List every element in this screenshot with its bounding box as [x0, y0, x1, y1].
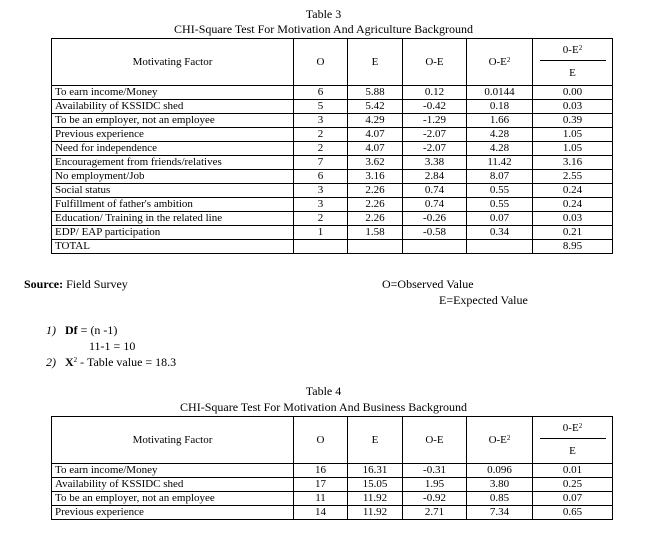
cell-o: 11	[294, 492, 348, 506]
cell-ratio: 0.65	[533, 506, 613, 520]
cell-e: 11.92	[348, 492, 403, 506]
cell-o-minus-e: 0.74	[403, 184, 467, 198]
cell-o-minus-e-squared: 0.85	[467, 492, 533, 506]
cell-o	[294, 240, 348, 254]
cell-factor: Encouragement from friends/relatives	[52, 156, 294, 170]
cell-o: 3	[294, 184, 348, 198]
table4-header-row	[52, 417, 613, 464]
header-e: E	[348, 417, 403, 464]
cell-o-minus-e: -0.42	[403, 100, 467, 114]
table-row	[52, 506, 613, 520]
cell-ratio: 8.95	[533, 240, 613, 254]
cell-factor: To be an employer, not an employee	[52, 492, 294, 506]
source-label: Source: Field Survey	[24, 277, 128, 291]
cell-o-minus-e-squared: 0.07	[467, 212, 533, 226]
cell-ratio: 1.05	[533, 128, 613, 142]
cell-ratio: 0.07	[533, 492, 613, 506]
table-row	[52, 226, 613, 240]
cell-o: 5	[294, 100, 348, 114]
table3-title: CHI-Square Test For Motivation And Agriculture Background	[174, 22, 473, 36]
cell-o-minus-e: 3.38	[403, 156, 467, 170]
cell-o-minus-e-squared: 0.55	[467, 184, 533, 198]
cell-e: 11.92	[348, 506, 403, 520]
table-row	[52, 100, 613, 114]
table-row	[52, 184, 613, 198]
table4-title: CHI-Square Test For Motivation And Business Background	[180, 400, 467, 414]
cell-factor: Education/ Training in the related line	[52, 212, 294, 226]
cell-o-minus-e-squared: 1.66	[467, 114, 533, 128]
cell-o-minus-e: -2.07	[403, 128, 467, 142]
table3-header-row	[52, 39, 613, 86]
cell-factor: Fulfillment of father's ambition	[52, 198, 294, 212]
table3	[51, 38, 613, 254]
header-o-minus-e-squared: $O-E^2$	[467, 39, 533, 86]
cell-o-minus-e-squared: 8.07	[467, 170, 533, 184]
cell-e: 2.26	[348, 198, 403, 212]
cell-o-minus-e: 2.71	[403, 506, 467, 520]
cell-factor: Availability of KSSIDC shed	[52, 478, 294, 492]
cell-e: 4.29	[348, 114, 403, 128]
cell-factor: EDP/ EAP participation	[52, 226, 294, 240]
cell-o-minus-e: -2.07	[403, 142, 467, 156]
cell-ratio: 0.21	[533, 226, 613, 240]
cell-o-minus-e-squared: 11.42	[467, 156, 533, 170]
cell-ratio: 2.55	[533, 170, 613, 184]
header-factor: Motivating Factor	[52, 417, 294, 464]
cell-factor: Need for independence	[52, 142, 294, 156]
cell-o-minus-e: 0.12	[403, 86, 467, 100]
table-row	[52, 478, 613, 492]
header-e: E	[348, 39, 403, 86]
cell-ratio: 0.39	[533, 114, 613, 128]
cell-o-minus-e: -0.58	[403, 226, 467, 240]
table4-label: Table 4	[305, 384, 342, 398]
cell-o: 6	[294, 170, 348, 184]
table3-label: Table 3	[305, 7, 342, 21]
cell-o-minus-e-squared: 3.80	[467, 478, 533, 492]
note-1: 1) Df = (n -1)	[46, 323, 118, 337]
cell-ratio: 3.16	[533, 156, 613, 170]
cell-e: 1.58	[348, 226, 403, 240]
header-ratio: $0-E^2$ E	[533, 39, 613, 86]
cell-ratio: 1.05	[533, 142, 613, 156]
table-row	[52, 198, 613, 212]
table-row	[52, 156, 613, 170]
cell-ratio: 0.00	[533, 86, 613, 100]
cell-ratio: 0.03	[533, 212, 613, 226]
cell-factor: To earn income/Money	[52, 86, 294, 100]
cell-o: 2	[294, 142, 348, 156]
cell-e: 5.42	[348, 100, 403, 114]
cell-factor: Previous experience	[52, 506, 294, 520]
header-o-minus-e: O-E	[403, 39, 467, 86]
table-row	[52, 86, 613, 100]
cell-o: 16	[294, 464, 348, 478]
table-row	[52, 114, 613, 128]
table-row	[52, 128, 613, 142]
header-o-minus-e: O-E	[403, 417, 467, 464]
cell-e: 5.88	[348, 86, 403, 100]
cell-o-minus-e-squared: 0.55	[467, 198, 533, 212]
cell-e: 3.62	[348, 156, 403, 170]
note-1-calc: 11-1 = 10	[89, 339, 136, 353]
cell-e	[348, 240, 403, 254]
cell-o-minus-e: -0.31	[403, 464, 467, 478]
table4	[51, 416, 613, 520]
cell-e: 15.05	[348, 478, 403, 492]
cell-factor: Availability of KSSIDC shed	[52, 100, 294, 114]
cell-o: 7	[294, 156, 348, 170]
expected-legend: E=Expected Value	[439, 293, 528, 307]
cell-o-minus-e: -0.26	[403, 212, 467, 226]
cell-ratio: 0.25	[533, 478, 613, 492]
cell-factor: Social status	[52, 184, 294, 198]
header-o: O	[294, 39, 348, 86]
cell-factor: To earn income/Money	[52, 464, 294, 478]
table-row	[52, 170, 613, 184]
cell-factor: To be an employer, not an employee	[52, 114, 294, 128]
header-o-minus-e-squared: $O-E^2$	[467, 417, 533, 464]
cell-factor: TOTAL	[52, 240, 294, 254]
cell-o-minus-e-squared: 4.28	[467, 142, 533, 156]
cell-o-minus-e: 1.95	[403, 478, 467, 492]
table-row	[52, 492, 613, 506]
cell-o-minus-e: -0.92	[403, 492, 467, 506]
table-row	[52, 464, 613, 478]
cell-o-minus-e-squared: 0.18	[467, 100, 533, 114]
cell-e: 4.07	[348, 142, 403, 156]
cell-o-minus-e-squared: 7.34	[467, 506, 533, 520]
cell-o-minus-e-squared: 0.34	[467, 226, 533, 240]
cell-e: 2.26	[348, 212, 403, 226]
header-ratio: $0-E^2$ E	[533, 417, 613, 464]
cell-o: 2	[294, 212, 348, 226]
cell-factor: No employment/Job	[52, 170, 294, 184]
cell-o: 2	[294, 128, 348, 142]
header-o: O	[294, 417, 348, 464]
cell-o: 3	[294, 198, 348, 212]
cell-o: 3	[294, 114, 348, 128]
cell-o-minus-e-squared: 4.28	[467, 128, 533, 142]
cell-o-minus-e: 2.84	[403, 170, 467, 184]
table-row	[52, 142, 613, 156]
table-row	[52, 240, 613, 254]
cell-o-minus-e	[403, 240, 467, 254]
cell-e: 4.07	[348, 128, 403, 142]
cell-e: 16.31	[348, 464, 403, 478]
table-row	[52, 212, 613, 226]
cell-o-minus-e-squared	[467, 240, 533, 254]
cell-o: 14	[294, 506, 348, 520]
cell-ratio: 0.03	[533, 100, 613, 114]
cell-e: 3.16	[348, 170, 403, 184]
cell-o-minus-e: -1.29	[403, 114, 467, 128]
cell-o-minus-e-squared: 0.0144	[467, 86, 533, 100]
cell-o-minus-e-squared: 0.096	[467, 464, 533, 478]
cell-o-minus-e: 0.74	[403, 198, 467, 212]
cell-ratio: 0.24	[533, 184, 613, 198]
cell-factor: Previous experience	[52, 128, 294, 142]
cell-ratio: 0.01	[533, 464, 613, 478]
header-factor: Motivating Factor	[52, 39, 294, 86]
cell-o: 17	[294, 478, 348, 492]
cell-o: 6	[294, 86, 348, 100]
note-2: 2) $X^2$ - Table value = 18.3	[46, 355, 177, 369]
cell-e: 2.26	[348, 184, 403, 198]
cell-o: 1	[294, 226, 348, 240]
cell-ratio: 0.24	[533, 198, 613, 212]
observed-legend: O=Observed Value	[382, 277, 474, 291]
